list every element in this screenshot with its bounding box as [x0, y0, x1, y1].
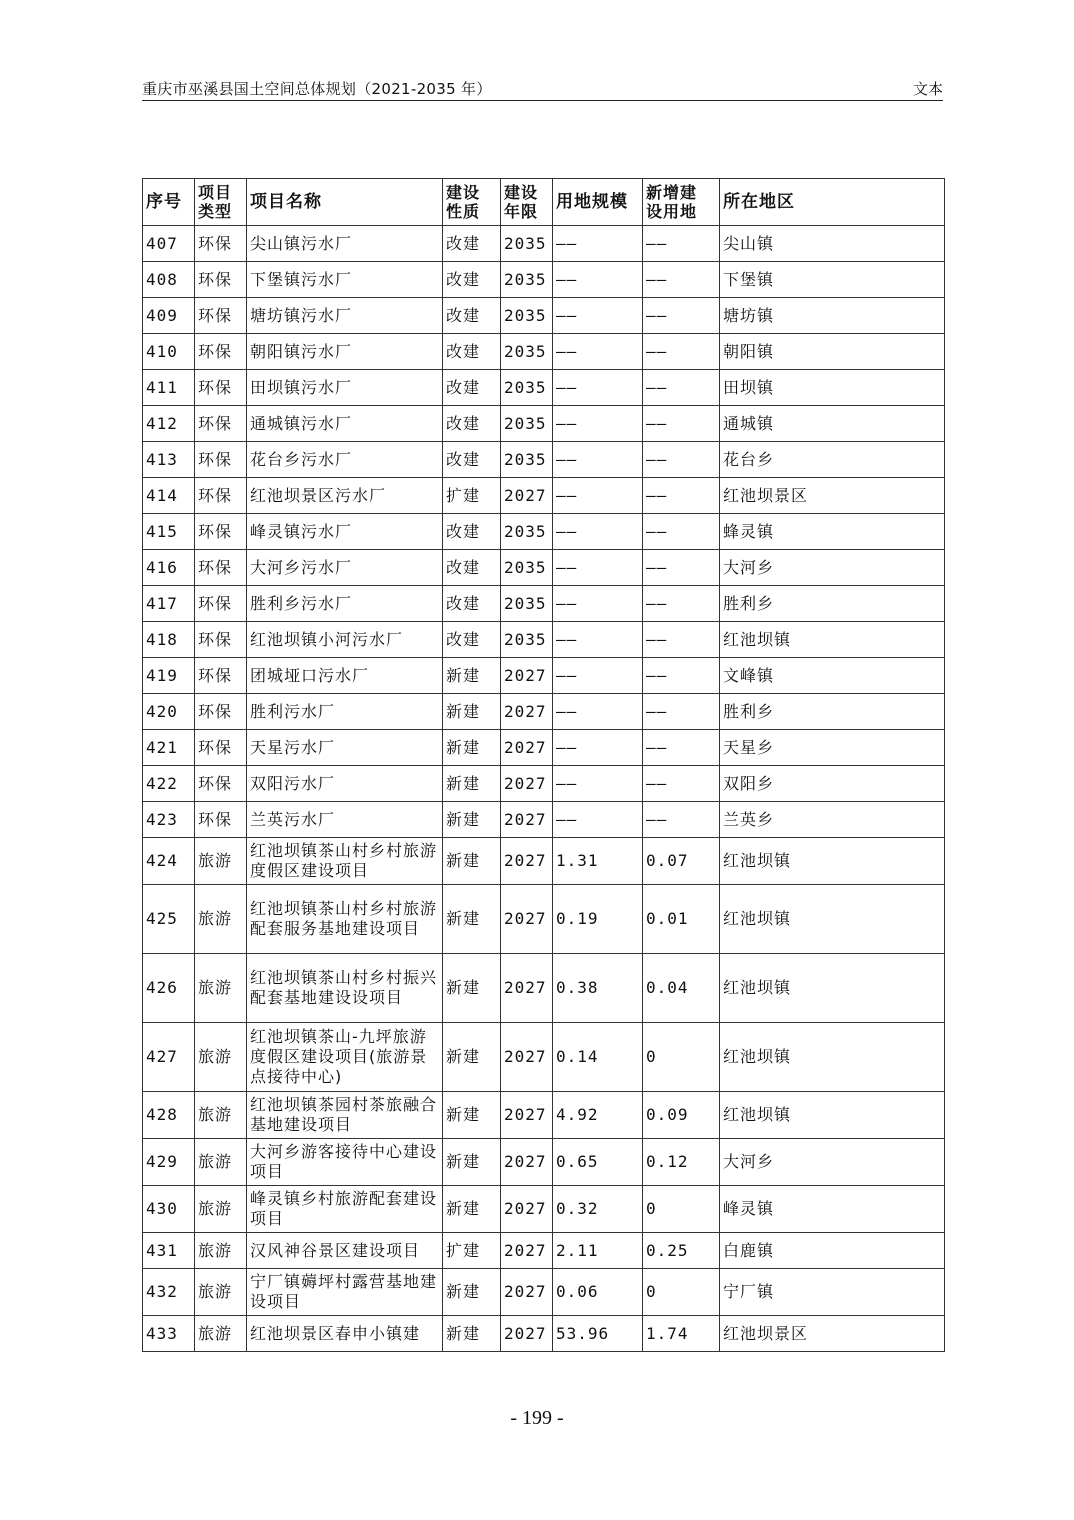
table-row [143, 586, 945, 622]
col-header-index: 序号 [143, 179, 195, 226]
cell-name: 汉风神谷景区建设项目 [247, 1233, 443, 1269]
cell-nature: 新建 [443, 838, 501, 885]
cell-nature: 新建 [443, 1139, 501, 1186]
cell-type: 环保 [195, 622, 247, 658]
cell-type: 环保 [195, 298, 247, 334]
cell-area: —— [553, 334, 643, 370]
cell-area: —— [553, 550, 643, 586]
cell-area: 0.19 [553, 885, 643, 954]
cell-year: 2027 [501, 1316, 553, 1352]
cell-region: 通城镇 [720, 406, 945, 442]
col-header-year-text: 建设年限 [504, 183, 539, 221]
cell-index: 408 [143, 262, 195, 298]
table-row [143, 298, 945, 334]
cell-index: 430 [143, 1186, 195, 1233]
cell-name: 通城镇污水厂 [247, 406, 443, 442]
cell-nature: 改建 [443, 514, 501, 550]
cell-name: 宁厂镇薅坪村露营基地建设项目 [247, 1269, 443, 1316]
cell-name: 红池坝镇小河污水厂 [247, 622, 443, 658]
cell-type: 旅游 [195, 1186, 247, 1233]
cell-region: 田坝镇 [720, 370, 945, 406]
cell-type: 环保 [195, 550, 247, 586]
cell-area: —— [553, 478, 643, 514]
cell-index: 414 [143, 478, 195, 514]
cell-new-land: —— [643, 406, 720, 442]
cell-region: 大河乡 [720, 550, 945, 586]
cell-new-land: —— [643, 802, 720, 838]
col-header-type-text: 项目类型 [198, 183, 233, 221]
cell-year: 2027 [501, 658, 553, 694]
cell-type: 旅游 [195, 1023, 247, 1092]
cell-area: —— [553, 406, 643, 442]
cell-area: 2.11 [553, 1233, 643, 1269]
cell-index: 422 [143, 766, 195, 802]
cell-name: 红池坝镇茶山村乡村旅游配套服务基地建设项目 [247, 885, 443, 954]
cell-type: 环保 [195, 406, 247, 442]
col-header-type [195, 179, 247, 226]
cell-area: 53.96 [553, 1316, 643, 1352]
col-header-nature [443, 179, 501, 226]
cell-year: 2027 [501, 802, 553, 838]
table-row [143, 622, 945, 658]
cell-region: 宁厂镇 [720, 1269, 945, 1316]
cell-type: 环保 [195, 658, 247, 694]
cell-name: 峰灵镇乡村旅游配套建设项目 [247, 1186, 443, 1233]
cell-nature: 新建 [443, 1023, 501, 1092]
cell-year: 2027 [501, 478, 553, 514]
cell-new-land: —— [643, 334, 720, 370]
cell-new-land: —— [643, 622, 720, 658]
cell-nature: 扩建 [443, 478, 501, 514]
page-number: - 199 - [510, 1407, 564, 1429]
cell-nature: 改建 [443, 550, 501, 586]
cell-region: 天星乡 [720, 730, 945, 766]
cell-type: 旅游 [195, 1269, 247, 1316]
cell-area: —— [553, 298, 643, 334]
cell-region: 大河乡 [720, 1139, 945, 1186]
cell-type: 环保 [195, 802, 247, 838]
cell-name: 红池坝镇茶山村乡村振兴配套基地建设设项目 [247, 954, 443, 1023]
cell-name: 胜利污水厂 [247, 694, 443, 730]
cell-new-land: —— [643, 370, 720, 406]
cell-nature: 新建 [443, 1092, 501, 1139]
cell-index: 427 [143, 1023, 195, 1092]
cell-new-land: —— [643, 478, 720, 514]
cell-name: 朝阳镇污水厂 [247, 334, 443, 370]
cell-area: 0.32 [553, 1186, 643, 1233]
table-row [143, 406, 945, 442]
cell-area: 0.06 [553, 1269, 643, 1316]
cell-year: 2035 [501, 370, 553, 406]
cell-index: 421 [143, 730, 195, 766]
cell-index: 413 [143, 442, 195, 478]
cell-type: 环保 [195, 514, 247, 550]
cell-new-land: 0 [643, 1269, 720, 1316]
cell-name: 胜利乡污水厂 [247, 586, 443, 622]
table-row [143, 334, 945, 370]
cell-nature: 新建 [443, 802, 501, 838]
cell-area: 0.38 [553, 954, 643, 1023]
cell-type: 旅游 [195, 1092, 247, 1139]
cell-area: —— [553, 514, 643, 550]
cell-type: 环保 [195, 730, 247, 766]
cell-index: 410 [143, 334, 195, 370]
project-table [142, 178, 945, 1352]
cell-year: 2027 [501, 1233, 553, 1269]
cell-year: 2035 [501, 586, 553, 622]
cell-index: 425 [143, 885, 195, 954]
cell-new-land: —— [643, 298, 720, 334]
cell-name: 红池坝镇茶山村乡村旅游度假区建设项目 [247, 838, 443, 885]
cell-new-land: 1.74 [643, 1316, 720, 1352]
cell-area: 0.14 [553, 1023, 643, 1092]
cell-year: 2035 [501, 622, 553, 658]
cell-new-land: —— [643, 226, 720, 262]
table-row [143, 694, 945, 730]
cell-new-land: 0.25 [643, 1233, 720, 1269]
cell-index: 423 [143, 802, 195, 838]
cell-index: 409 [143, 298, 195, 334]
cell-index: 417 [143, 586, 195, 622]
cell-region: 胜利乡 [720, 694, 945, 730]
page-header [142, 76, 943, 101]
table-row [143, 730, 945, 766]
cell-new-land: —— [643, 514, 720, 550]
cell-index: 416 [143, 550, 195, 586]
cell-area: —— [553, 370, 643, 406]
cell-type: 环保 [195, 478, 247, 514]
cell-type: 环保 [195, 226, 247, 262]
cell-new-land: —— [643, 262, 720, 298]
cell-index: 418 [143, 622, 195, 658]
cell-region: 蜂灵镇 [720, 514, 945, 550]
cell-year: 2027 [501, 1092, 553, 1139]
cell-year: 2027 [501, 694, 553, 730]
cell-index: 433 [143, 1316, 195, 1352]
cell-year: 2035 [501, 442, 553, 478]
cell-region: 红池坝镇 [720, 838, 945, 885]
document-title: 重庆市巫溪县国土空间总体规划（2021-2035 年） [142, 80, 492, 98]
cell-index: 419 [143, 658, 195, 694]
table-body [143, 226, 945, 1352]
cell-index: 407 [143, 226, 195, 262]
col-header-name: 项目名称 [247, 179, 443, 226]
cell-nature: 改建 [443, 370, 501, 406]
cell-type: 环保 [195, 442, 247, 478]
cell-area: —— [553, 730, 643, 766]
cell-area: —— [553, 766, 643, 802]
cell-region: 红池坝镇 [720, 954, 945, 1023]
cell-name: 下堡镇污水厂 [247, 262, 443, 298]
cell-year: 2035 [501, 226, 553, 262]
cell-nature: 新建 [443, 658, 501, 694]
cell-nature: 新建 [443, 766, 501, 802]
cell-name: 兰英污水厂 [247, 802, 443, 838]
cell-new-land: 0.04 [643, 954, 720, 1023]
cell-new-land: —— [643, 730, 720, 766]
table-row [143, 885, 945, 954]
cell-area: —— [553, 694, 643, 730]
table-row [143, 1269, 945, 1316]
cell-year: 2035 [501, 514, 553, 550]
cell-name: 峰灵镇污水厂 [247, 514, 443, 550]
cell-nature: 改建 [443, 406, 501, 442]
cell-year: 2027 [501, 954, 553, 1023]
table-row [143, 226, 945, 262]
cell-year: 2027 [501, 1023, 553, 1092]
table-row [143, 1023, 945, 1092]
cell-nature: 扩建 [443, 1233, 501, 1269]
cell-index: 429 [143, 1139, 195, 1186]
cell-index: 415 [143, 514, 195, 550]
cell-type: 环保 [195, 766, 247, 802]
table-row [143, 1092, 945, 1139]
table-row [143, 478, 945, 514]
cell-year: 2027 [501, 1269, 553, 1316]
cell-nature: 改建 [443, 586, 501, 622]
cell-name: 红池坝镇茶园村茶旅融合基地建设项目 [247, 1092, 443, 1139]
cell-type: 旅游 [195, 954, 247, 1023]
cell-new-land: 0.12 [643, 1139, 720, 1186]
cell-nature: 新建 [443, 1269, 501, 1316]
cell-new-land: —— [643, 586, 720, 622]
cell-new-land: —— [643, 766, 720, 802]
cell-region: 尖山镇 [720, 226, 945, 262]
cell-year: 2035 [501, 262, 553, 298]
cell-region: 红池坝镇 [720, 885, 945, 954]
cell-nature: 改建 [443, 622, 501, 658]
cell-nature: 新建 [443, 1316, 501, 1352]
cell-nature: 新建 [443, 694, 501, 730]
table-row [143, 1139, 945, 1186]
cell-name: 团城垭口污水厂 [247, 658, 443, 694]
cell-nature: 新建 [443, 1186, 501, 1233]
cell-index: 424 [143, 838, 195, 885]
cell-type: 旅游 [195, 838, 247, 885]
col-header-nature-text: 建设性质 [446, 183, 481, 221]
cell-year: 2027 [501, 766, 553, 802]
table-row [143, 262, 945, 298]
col-header-area: 用地规模 [553, 179, 643, 226]
cell-new-land: —— [643, 658, 720, 694]
cell-type: 环保 [195, 586, 247, 622]
cell-nature: 新建 [443, 954, 501, 1023]
cell-region: 双阳乡 [720, 766, 945, 802]
cell-nature: 改建 [443, 298, 501, 334]
cell-region: 朝阳镇 [720, 334, 945, 370]
cell-region: 塘坊镇 [720, 298, 945, 334]
cell-new-land: 0 [643, 1023, 720, 1092]
table-row [143, 766, 945, 802]
cell-region: 红池坝景区 [720, 1316, 945, 1352]
cell-region: 峰灵镇 [720, 1186, 945, 1233]
cell-area: —— [553, 622, 643, 658]
cell-year: 2027 [501, 838, 553, 885]
cell-index: 420 [143, 694, 195, 730]
table-row [143, 370, 945, 406]
cell-type: 旅游 [195, 885, 247, 954]
cell-name: 大河乡游客接待中心建设项目 [247, 1139, 443, 1186]
cell-index: 411 [143, 370, 195, 406]
cell-type: 环保 [195, 334, 247, 370]
col-header-year [501, 179, 553, 226]
table-row [143, 1316, 945, 1352]
cell-region: 文峰镇 [720, 658, 945, 694]
cell-new-land: 0.01 [643, 885, 720, 954]
cell-name: 花台乡污水厂 [247, 442, 443, 478]
cell-type: 环保 [195, 694, 247, 730]
cell-nature: 改建 [443, 262, 501, 298]
cell-region: 红池坝景区 [720, 478, 945, 514]
col-header-new-land [643, 179, 720, 226]
cell-area: —— [553, 586, 643, 622]
cell-year: 2035 [501, 298, 553, 334]
table-row [143, 442, 945, 478]
cell-area: —— [553, 226, 643, 262]
cell-name: 红池坝景区春申小镇建 [247, 1316, 443, 1352]
table-row [143, 954, 945, 1023]
cell-name: 田坝镇污水厂 [247, 370, 443, 406]
cell-index: 432 [143, 1269, 195, 1316]
cell-area: —— [553, 802, 643, 838]
cell-new-land: —— [643, 694, 720, 730]
cell-new-land: 0 [643, 1186, 720, 1233]
table-row [143, 802, 945, 838]
cell-year: 2027 [501, 1139, 553, 1186]
cell-type: 旅游 [195, 1233, 247, 1269]
cell-region: 红池坝镇 [720, 622, 945, 658]
cell-name: 塘坊镇污水厂 [247, 298, 443, 334]
cell-region: 红池坝镇 [720, 1092, 945, 1139]
col-header-new-land-text: 新增建设用地 [646, 183, 698, 221]
cell-index: 428 [143, 1092, 195, 1139]
cell-year: 2035 [501, 334, 553, 370]
table-header-row [143, 179, 945, 226]
cell-name: 红池坝镇茶山-九坪旅游度假区建设项目(旅游景点接待中心) [247, 1023, 443, 1092]
cell-index: 431 [143, 1233, 195, 1269]
cell-year: 2035 [501, 406, 553, 442]
cell-nature: 新建 [443, 885, 501, 954]
cell-region: 下堡镇 [720, 262, 945, 298]
cell-new-land: 0.09 [643, 1092, 720, 1139]
cell-year: 2027 [501, 730, 553, 766]
cell-area: 1.31 [553, 838, 643, 885]
cell-year: 2027 [501, 1186, 553, 1233]
cell-region: 胜利乡 [720, 586, 945, 622]
cell-index: 412 [143, 406, 195, 442]
cell-area: 0.65 [553, 1139, 643, 1186]
cell-new-land: 0.07 [643, 838, 720, 885]
cell-new-land: —— [643, 442, 720, 478]
cell-type: 环保 [195, 370, 247, 406]
cell-nature: 改建 [443, 334, 501, 370]
table-row [143, 1233, 945, 1269]
cell-type: 旅游 [195, 1316, 247, 1352]
cell-type: 旅游 [195, 1139, 247, 1186]
cell-new-land: —— [643, 550, 720, 586]
table-row [143, 838, 945, 885]
cell-nature: 改建 [443, 442, 501, 478]
col-header-region: 所在地区 [720, 179, 945, 226]
cell-region: 白鹿镇 [720, 1233, 945, 1269]
cell-year: 2027 [501, 885, 553, 954]
cell-region: 花台乡 [720, 442, 945, 478]
cell-area: —— [553, 442, 643, 478]
cell-index: 426 [143, 954, 195, 1023]
table-row [143, 550, 945, 586]
document-section: 文本 [912, 80, 943, 98]
cell-region: 红池坝镇 [720, 1023, 945, 1092]
cell-year: 2035 [501, 550, 553, 586]
cell-name: 天星污水厂 [247, 730, 443, 766]
cell-name: 红池坝景区污水厂 [247, 478, 443, 514]
cell-region: 兰英乡 [720, 802, 945, 838]
cell-name: 尖山镇污水厂 [247, 226, 443, 262]
cell-name: 大河乡污水厂 [247, 550, 443, 586]
table-row [143, 658, 945, 694]
cell-area: 4.92 [553, 1092, 643, 1139]
cell-area: —— [553, 658, 643, 694]
cell-nature: 改建 [443, 226, 501, 262]
cell-nature: 新建 [443, 730, 501, 766]
cell-area: —— [553, 262, 643, 298]
cell-type: 环保 [195, 262, 247, 298]
table-row [143, 514, 945, 550]
table-row [143, 1186, 945, 1233]
cell-name: 双阳污水厂 [247, 766, 443, 802]
